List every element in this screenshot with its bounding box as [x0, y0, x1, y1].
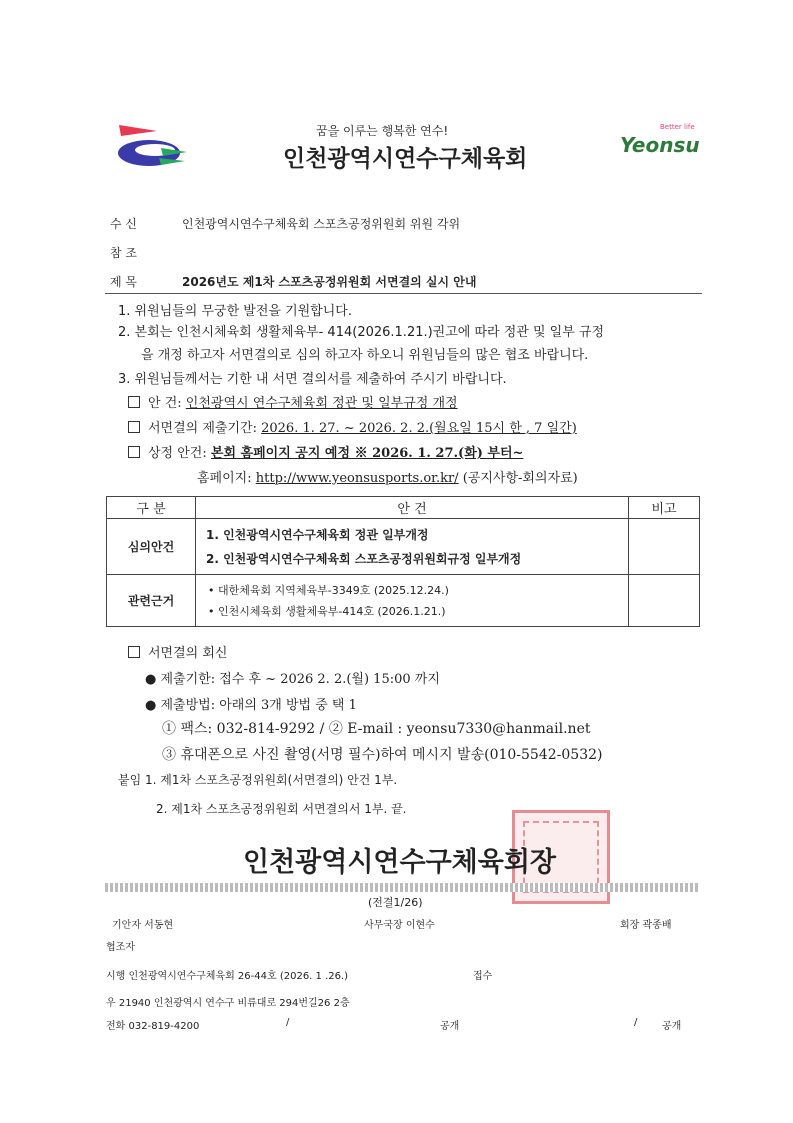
header-agenda: 안 건	[196, 497, 629, 519]
paragraph-3: 3. 위원님들께서는 기한 내 서면 결의서를 제출하여 주시기 바랍니다.	[118, 372, 507, 387]
signature-title: 인천광역시연수구체육회장	[243, 847, 556, 878]
row-note	[629, 519, 700, 575]
subject-divider	[105, 293, 702, 294]
org-logo	[115, 120, 195, 168]
yeonsu-logo: Better life Yeonsu	[620, 123, 700, 157]
reference-label: 참 조	[110, 246, 137, 260]
paragraph-2b: 을 개정 하고자 서면결의로 심의 하고자 하오니 위원님들의 많은 협조 바랍니다.	[141, 348, 589, 363]
reply-title: 서면결의 회신	[128, 642, 227, 661]
signature-divider	[105, 883, 700, 892]
drafter: 기안자 서동현	[112, 920, 174, 931]
table-row	[107, 575, 700, 627]
enforcement: 시행 인천광역시연수구체육회 26-44호 (2026. 1 .26.)	[106, 971, 349, 982]
separator: /	[634, 1017, 638, 1028]
row-label: 심의안건	[107, 519, 196, 575]
item-period: 서면결의 제출기간: 2026. 1. 27. ~ 2026. 2. 2.(월요일 15시 한 , 7 일간)	[128, 417, 577, 436]
org-title: 인천광역시연수구체육회	[283, 146, 528, 172]
homepage-link[interactable]: http://www.yeonsusports.or.kr/	[255, 471, 459, 486]
reply-deadline: ● 제출기한: 접수 후 ~ 2026 2. 2.(월) 15:00 까지	[145, 672, 440, 687]
reply-method: ● 제출방법: 아래의 3개 방법 중 택 1	[145, 698, 357, 713]
bullet-icon: ●	[145, 698, 161, 713]
checkbox-icon	[128, 446, 140, 458]
list-item: 1. 인천광역시연수구체육회 정관 일부개정	[206, 527, 429, 542]
reply-option-2: ③ 휴대폰으로 사진 촬영(서명 필수)하여 메시지 발송(010-5542-0532)	[162, 747, 603, 763]
public-status: 공개	[662, 1021, 682, 1032]
checkbox-icon	[128, 396, 140, 408]
item-posting: 상정 안건: 본회 홈페이지 공지 예정 ※ 2026. 1. 27.(화) 부터~	[128, 442, 523, 461]
list-item: 2. 인천광역시연수구체육회 스포츠공정위원회규정 일부개정	[206, 551, 522, 566]
president: 회장 곽종배	[620, 920, 672, 931]
row-note	[629, 575, 700, 627]
receipt: 접수	[473, 971, 493, 982]
list-item: • 대한체육회 지역체육부-3349호 (2025.12.24.)	[208, 583, 449, 597]
reply-option-1: ① 팩스: 032-814-9292 / ② E-mail : yeonsu7330@hanmail.net	[162, 721, 591, 737]
subject-value: 2026년도 제1차 스포츠공정위원회 서면결의 실시 안내	[182, 275, 477, 289]
secretary: 사무국장 이현수	[364, 920, 435, 931]
checkbox-icon	[128, 421, 140, 433]
subject-label: 제 목	[110, 275, 137, 289]
phone: 전화 032-819-4200	[106, 1021, 200, 1032]
row-items	[196, 575, 629, 627]
attachment-1: 붙임 1. 제1차 스포츠공정위원회(서면결의) 안건 1부.	[118, 773, 398, 787]
table-row	[107, 519, 700, 575]
attachment-2: 2. 제1차 스포츠공정위원회 서면결의서 1부. 끝.	[156, 802, 407, 816]
checkbox-icon	[128, 646, 140, 658]
recipient-value: 인천광역시연수구체육회 스포츠공정위원회 위원 각위	[182, 217, 461, 231]
row-label: 관련근거	[107, 575, 196, 627]
bullet-icon: ●	[145, 672, 161, 687]
agenda-table	[106, 496, 700, 627]
header-category: 구 분	[107, 497, 196, 519]
list-item: • 인천시체육회 생활체육부-414호 (2026.1.21.)	[208, 604, 446, 618]
item-agenda: 안 건: 인천광역시 연수구체육회 정관 및 일부규정 개정	[128, 392, 458, 411]
table-header-row	[107, 497, 700, 519]
separator: /	[286, 1017, 290, 1028]
delegation-ref: (전결1/26)	[368, 896, 423, 909]
public-status: 공개	[440, 1021, 460, 1032]
header-note: 비고	[629, 497, 700, 519]
address: 우 21940 인천광역시 연수구 비류대로 294번길26 2층	[106, 998, 350, 1009]
paragraph-2a: 2. 본회는 인천시체육회 생활체육부- 414(2026.1.21.)권고에 따라 정관 및 일부 규정	[118, 325, 605, 340]
homepage-line: 홈페이지: http://www.yeonsusports.or.kr/ (공지사항-회의자료)	[197, 471, 578, 486]
paragraph-1: 1. 위원님들의 무궁한 발전을 기원합니다.	[118, 304, 352, 319]
slogan: 꿈을 이루는 행복한 연수!	[316, 124, 449, 138]
cooperator: 협조자	[106, 942, 135, 953]
recipient-label: 수 신	[110, 217, 137, 231]
row-items	[196, 519, 629, 575]
